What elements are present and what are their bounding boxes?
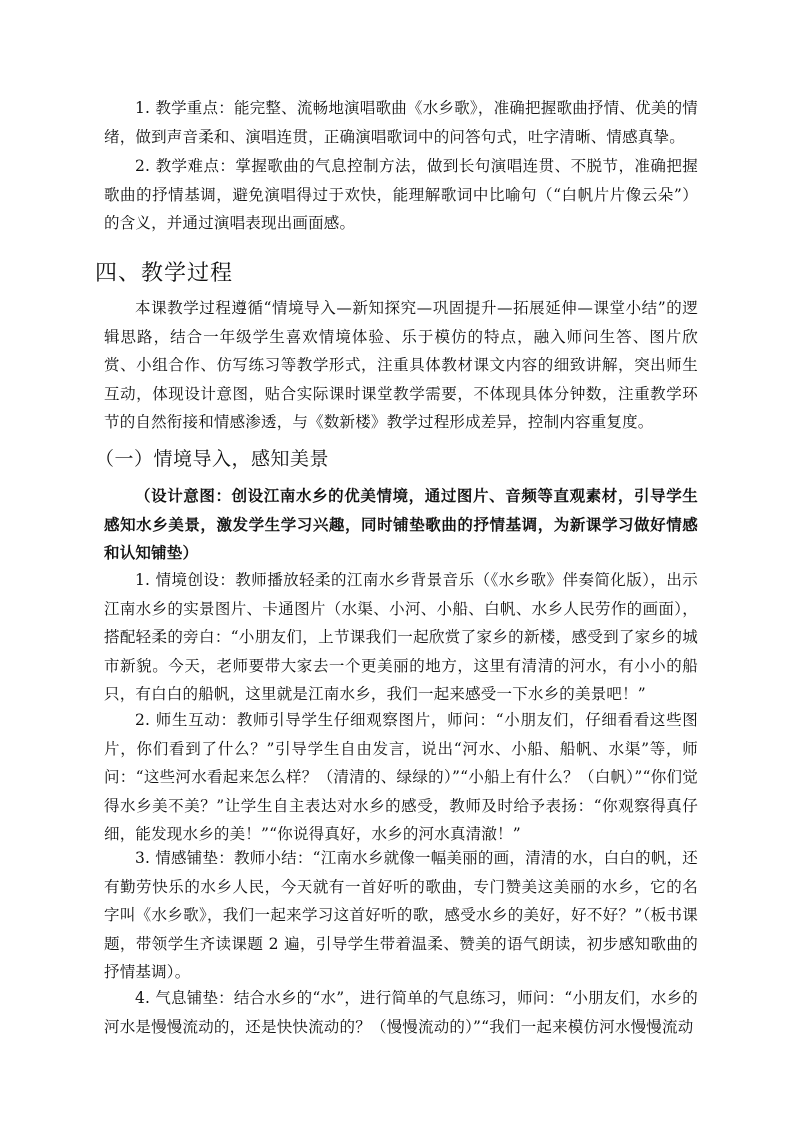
step-paragraph-2: 2. 师生互动：教师引导学生仔细观察图片，师问：“小朋友们，仔细看看这些图片，你们看到了什么？”引导学生自由发言，说出“河水、小船、船帆、水渠”等，师问：“这些河水看起来怎么样？（清清的、绿绿的）”“小船上有什么？（白帆）”“你们觉得水乡美不美？”让学生自主表达对水乡的感受，教师及时给予表扬：“你观察得真仔细，能发现水乡的美！”“你说得真好，水乡的河水真清澈！” xyxy=(104,711,698,843)
difficulty-paragraph: 2. 教学难点：掌握歌曲的气息控制方法，做到长句演唱连贯、不脱节，准确把握歌曲的抒情基调，避免演唱得过于欢快，能理解歌词中比喻句（“白帆片片像云朵”）的含义，并通过演唱表现出画面感。 xyxy=(104,157,698,232)
design-intent-paragraph: （设计意图：创设江南水乡的优美情境，通过图片、音频等直观素材，引导学生感知水乡美景，激发学生学习兴趣，同时铺垫歌曲的抒情基调，为新课学习做好情感和认知铺垫） xyxy=(104,486,698,562)
step-paragraph-4: 4. 气息铺垫：结合水乡的“水”，进行简单的气息练习，师问：“小朋友们，水乡的河水是慢慢流动的，还是快快流动的？（慢慢流动的）”“我们一起来模仿河水慢慢流动 xyxy=(104,989,698,1036)
intro-paragraph: 本课教学过程遵循“情境导入—新知探究—巩固提升—拓展延伸—课堂小结”的逻辑思路，结合一年级学生喜欢情境体验、乐于模仿的特点，融入师问生答、图片欣赏、小组合作、仿写练习等教学形式，注重具体教材课文内容的细致讲解，突出师生互动，体现设计意图，贴合实际课时课堂教学需要，不体现具体分钟数，注重教学环节的自然衔接和情感渗透，与《数新楼》教学过程形成差异，控制内容重复度。 xyxy=(104,299,698,431)
step-paragraph-1: 1. 情境创设：教师播放轻柔的江南水乡背景音乐（《水乡歌》伴奏简化版），出示江南水乡的实景图片、卡通图片（水渠、小河、小船、白帆、水乡人民劳作的画面），搭配轻柔的旁白：“小朋友们，上节课我们一起欣赏了家乡的新楼，感受到了家乡的城市新貌。今天，老师要带大家去一个更美丽的地方，这里有清清的河水，有小小的船只，有白白的船帆，这里就是江南水乡，我们一起来感受一下水乡的美景吧！” xyxy=(104,571,698,703)
key-point-paragraph: 1. 教学重点：能完整、流畅地演唱歌曲《水乡歌》，准确把握歌曲抒情、优美的情绪，做到声音柔和、演唱连贯，正确演唱歌词中的问答句式，吐字清晰、情感真挚。 xyxy=(104,99,698,146)
step-paragraph-3: 3. 情感铺垫：教师小结：“江南水乡就像一幅美丽的画，清清的水，白白的帆，还有勤劳快乐的水乡人民，今天就有一首好听的歌曲，专门赞美这美丽的水乡，它的名字叫《水乡歌》，我们一起来学习这首好听的歌，感受水乡的美好，好不好？”（板书课题，带领学生齐读课题 2 遍，引导学生带着温柔、赞美的语气朗读，初步感知歌曲的抒情基调）。 xyxy=(104,849,698,981)
subsection-heading: （一）情境导入，感知美景 xyxy=(95,448,330,470)
section-heading: 四、教学过程 xyxy=(95,261,234,286)
